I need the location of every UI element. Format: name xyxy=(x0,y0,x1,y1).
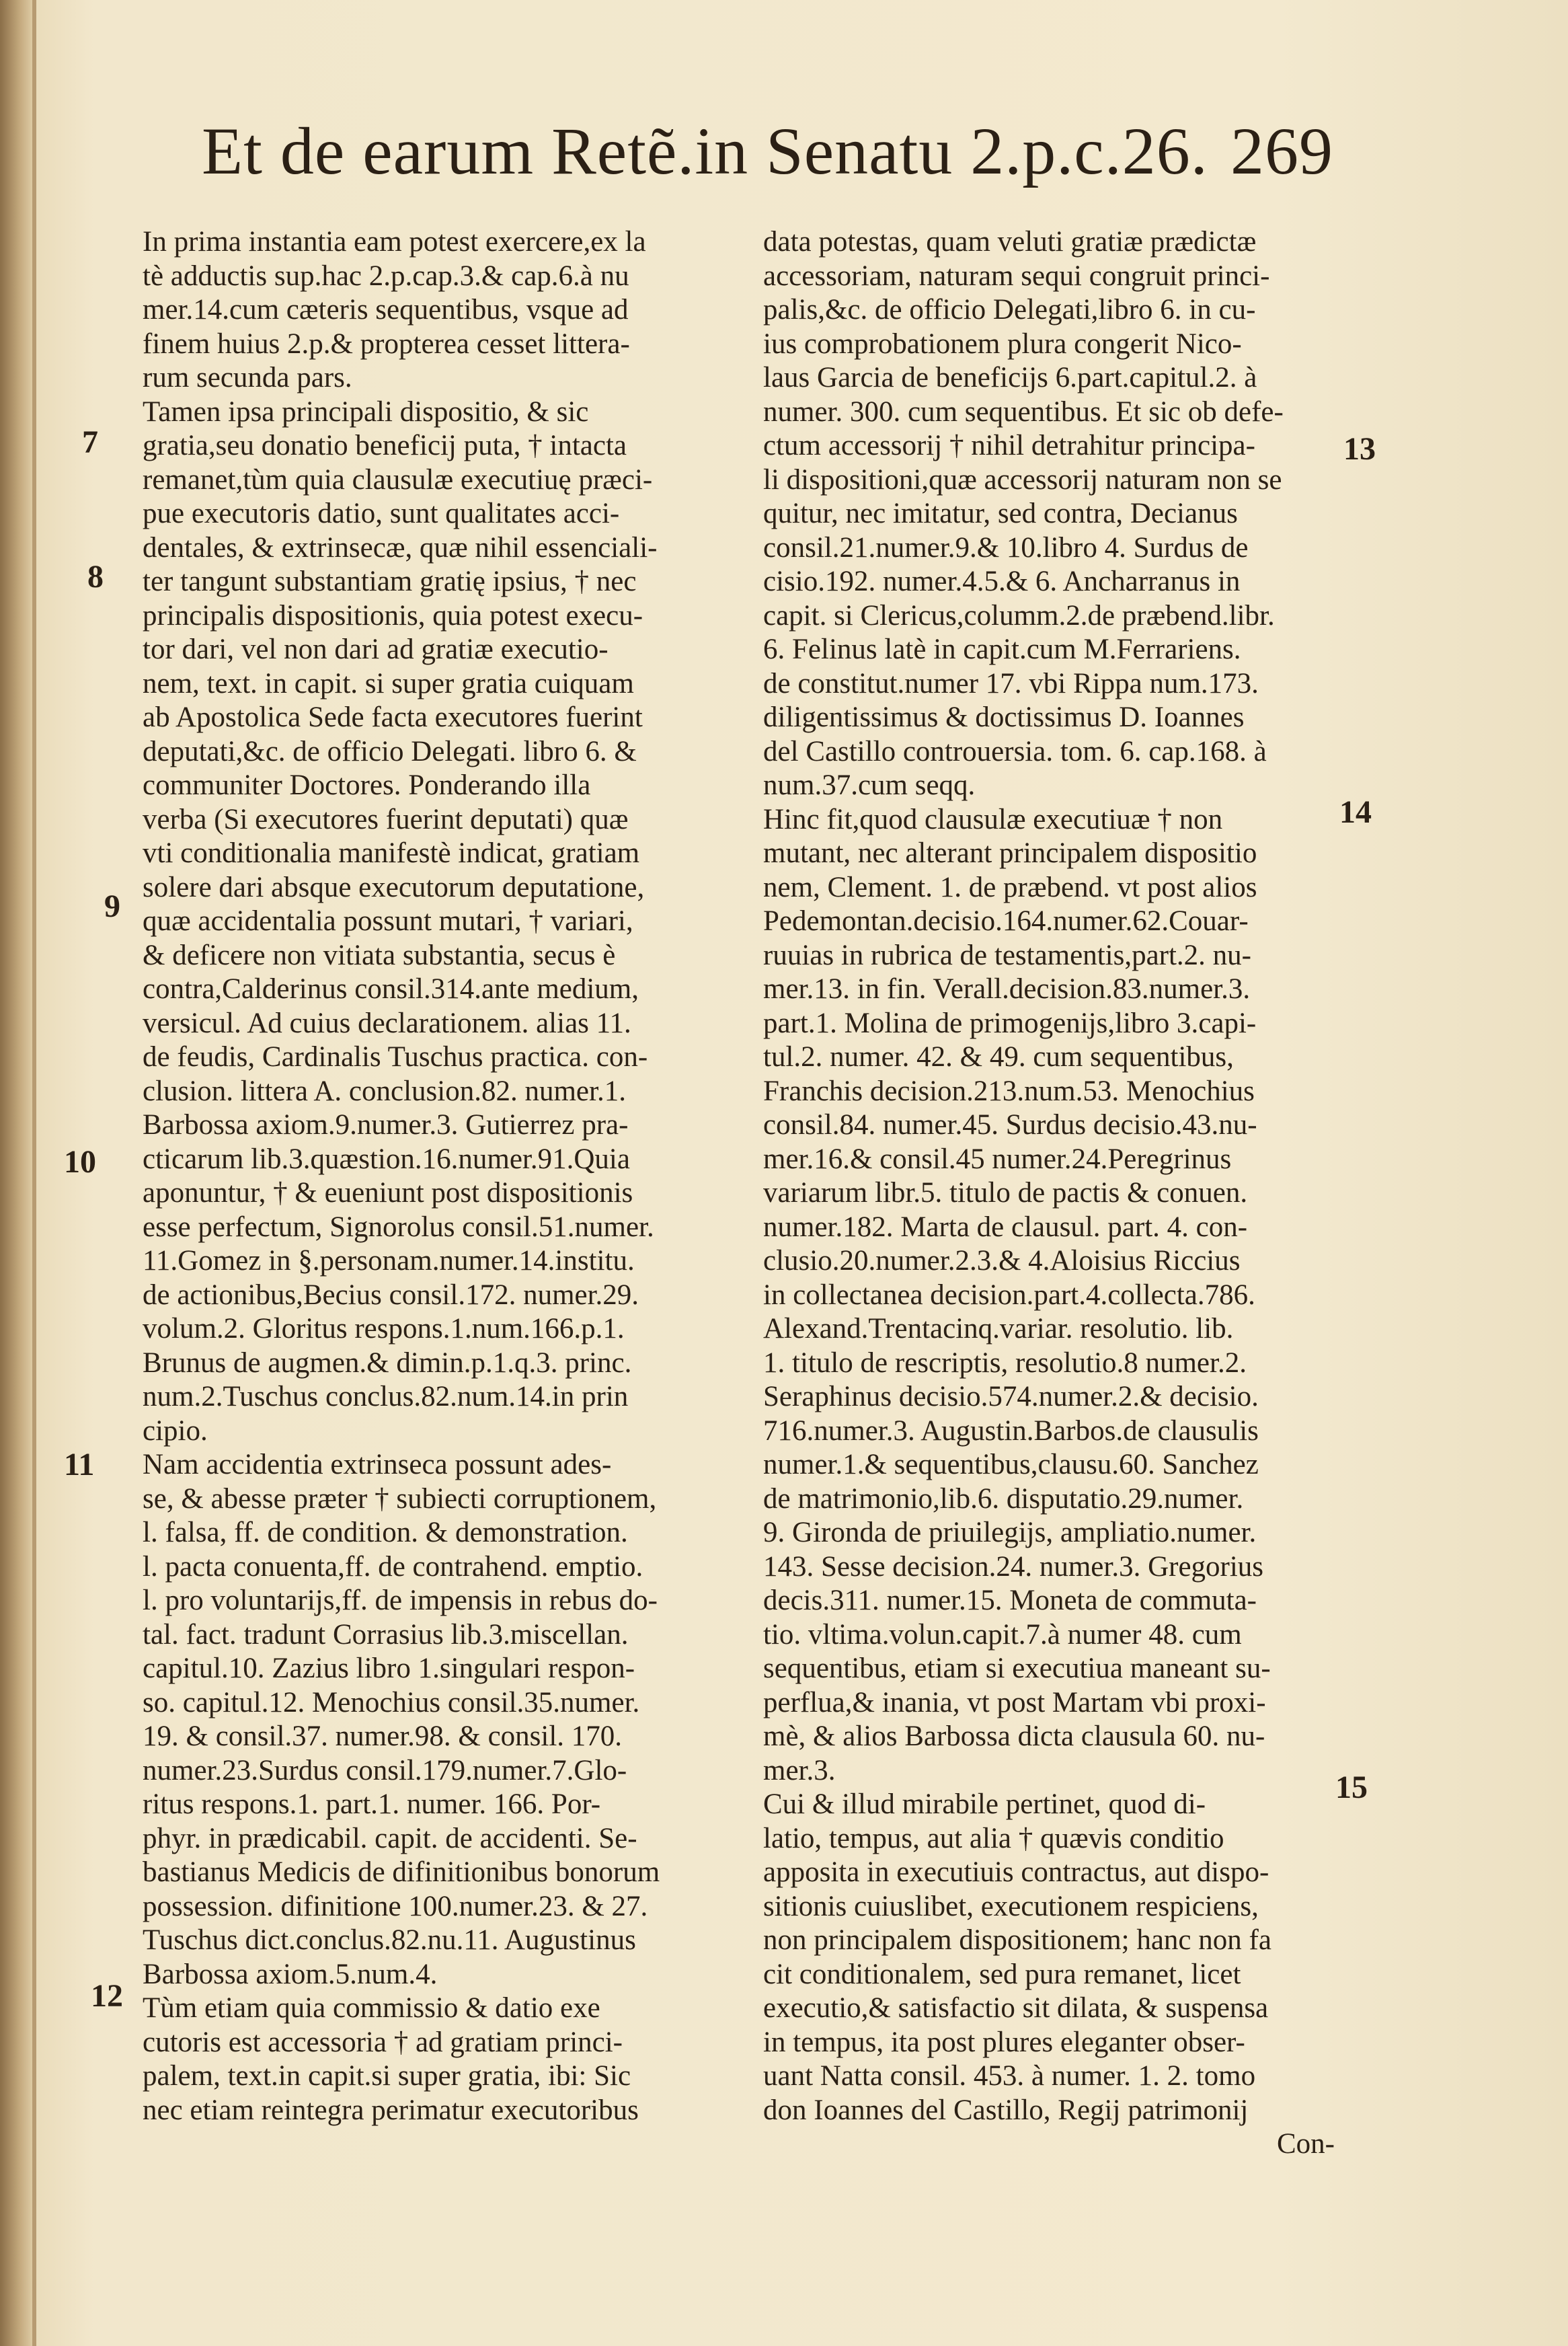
text-line: Con- xyxy=(1277,2128,1335,2160)
text-line: tal. fact. tradunt Corrasius lib.3.miscellan. xyxy=(143,1618,629,1651)
text-line: versicul. Ad cuius declarationem. alias 11. xyxy=(143,1007,631,1039)
text-line: Hinc fit,quod clausulæ executiuæ † non xyxy=(763,803,1223,835)
text-line: 6. Felinus latè in capit.cum M.Ferrariens. xyxy=(763,634,1241,665)
text-line: ius comprobationem plura congerit Nico- xyxy=(763,328,1242,360)
text-line: communiter Doctores. Ponderando illa xyxy=(143,769,591,801)
text-line: mè, & alios Barbossa dicta clausula 60. nu- xyxy=(763,1720,1265,1752)
text-line: In prima instantia eam potest exercere,ex la xyxy=(143,226,646,258)
text-line: phyr. in prædicabil. capit. de accidenti. Se- xyxy=(143,1822,637,1854)
text-line: gratia,seu donatio beneficij puta, † intacta xyxy=(143,430,627,461)
text-line: consil.21.numer.9.& 10.libro 4. Surdus de xyxy=(763,531,1249,564)
text-line: cipio. xyxy=(143,1414,208,1447)
text-line: perflua,& inania, vt post Martam vbi proxi- xyxy=(763,1686,1266,1718)
text-line: decis.311. numer.15. Moneta de commuta- xyxy=(763,1585,1257,1616)
text-line: quitur, nec imitatur, sed contra, Decianus xyxy=(763,498,1238,529)
right-text-column xyxy=(763,225,1335,2162)
text-line: de feudis, Cardinalis Tuschus practica. con- xyxy=(143,1041,648,1073)
text-line: palis,&c. de officio Delegati,libro 6. in cu- xyxy=(763,294,1256,326)
text-line: ab Apostolica Sede facta executores fuerint xyxy=(143,702,643,733)
text-line: vti conditionalia manifestè indicat, gratiam xyxy=(143,837,640,869)
text-line: Brunus de augmen.& dimin.p.1.q.3. princ. xyxy=(143,1347,632,1379)
text-line: sequentibus, etiam si executiua maneant su- xyxy=(763,1653,1271,1684)
text-line: contra,Calderinus consil.314.ante medium, xyxy=(143,973,639,1005)
text-line: de constitut.numer 17. vbi Rippa num.173. xyxy=(763,667,1259,699)
text-line: li dispositioni,quæ accessorij naturam non se xyxy=(763,463,1282,496)
text-line: variarum libr.5. titulo de pactis & conuen. xyxy=(763,1177,1248,1209)
text-line: aponuntur, † & eueniunt post dispositionis xyxy=(143,1177,633,1209)
header-title: Et de earum Retẽ.in Senatu 2.p.c.26. xyxy=(202,114,1208,188)
text-line: de matrimonio,lib.6. disputatio.29.numer. xyxy=(763,1482,1244,1515)
margin-number-14: 14 xyxy=(1339,794,1372,830)
spine-edge xyxy=(32,0,36,2346)
text-line: consil.84. numer.45. Surdus decisio.43.nu- xyxy=(763,1109,1257,1141)
text-line: Tuschus dict.conclus.82.nu.11. Augustinus xyxy=(143,1924,636,1956)
text-line: cutoris est accessoria † ad gratiam princi- xyxy=(143,2026,623,2058)
text-line: Cui & illud mirabile pertinet, quod di- xyxy=(763,1788,1206,1820)
text-line: don Ioannes del Castillo, Regij patrimonij xyxy=(763,2094,1249,2126)
text-line: bastianus Medicis de difinitionibus bonorum xyxy=(143,1856,660,1888)
text-line: finem huius 2.p.& propterea cesset littera- xyxy=(143,328,630,360)
text-line: mer.3. xyxy=(763,1754,836,1786)
text-line: diligentissimus & doctissimus D. Ioannes xyxy=(763,702,1245,733)
margin-number-13: 13 xyxy=(1343,431,1376,467)
text-line: Pedemontan.decisio.164.numer.62.Couar- xyxy=(763,905,1249,937)
text-line: capitul.10. Zazius libro 1.singulari respon- xyxy=(143,1653,635,1684)
text-line: cit conditionalem, sed pura remanet, licet xyxy=(763,1958,1241,1990)
text-line: mer.14.cum cæteris sequentibus, vsque ad xyxy=(143,294,629,326)
page-spine xyxy=(0,0,32,2346)
text-line: se, & abesse præter † subiecti corruptionem, xyxy=(143,1482,657,1515)
text-line: num.2.Tuschus conclus.82.num.14.in prin xyxy=(143,1381,629,1412)
text-line: nem, Clement. 1. de præbend. vt post alios xyxy=(763,871,1257,903)
text-line: apposita in executiuis contractus, aut dispo- xyxy=(763,1856,1269,1888)
text-line: l. falsa, ff. de condition. & demonstration. xyxy=(143,1517,628,1548)
text-line: solere dari absque executorum deputatione, xyxy=(143,871,645,903)
text-line: accessoriam, naturam sequi congruit princi- xyxy=(763,260,1270,292)
text-line: capit. si Clericus,columm.2.de præbend.libr. xyxy=(763,599,1275,632)
text-line: l. pro voluntarijs,ff. de impensis in rebus do- xyxy=(143,1585,658,1616)
text-line: 143. Sesse decision.24. numer.3. Gregorius xyxy=(763,1550,1264,1583)
text-line: sitionis cuiuslibet, executionem respiciens, xyxy=(763,1890,1259,1922)
text-line: verba (Si executores fuerint deputati) quæ xyxy=(143,803,629,835)
text-line: cticarum lib.3.quæstion.16.numer.91.Quia xyxy=(143,1143,630,1175)
margin-number-12: 12 xyxy=(91,1978,123,2014)
text-line: so. capitul.12. Menochius consil.35.numer. xyxy=(143,1686,640,1718)
text-line: esse perfectum, Signorolus consil.51.numer. xyxy=(143,1211,654,1243)
left-text-column xyxy=(143,225,714,2127)
text-line: principalis dispositionis, quia potest execu- xyxy=(143,599,643,632)
text-line: latio, tempus, aut alia † quævis conditio xyxy=(763,1822,1224,1854)
text-line: tor dari, vel non dari ad gratiæ executio- xyxy=(143,634,609,665)
text-line: Nam accidentia extrinseca possunt ades- xyxy=(143,1449,612,1480)
margin-number-10: 10 xyxy=(64,1144,96,1180)
text-line: remanet,tùm quia clausulæ executiuę præci- xyxy=(143,463,653,496)
text-line: numer.1.& sequentibus,clausu.60. Sanchez xyxy=(763,1449,1259,1480)
text-line: data potestas, quam veluti gratiæ prædictæ xyxy=(763,226,1257,258)
text-line: non principalem dispositionem; hanc non fa xyxy=(763,1924,1271,1956)
page-number: 269 xyxy=(1230,114,1333,188)
text-line: 11.Gomez in §.personam.numer.14.institu. xyxy=(143,1245,635,1277)
margin-number-9: 9 xyxy=(104,888,120,924)
text-line: numer. 300. cum sequentibus. Et sic ob defe- xyxy=(763,395,1284,428)
text-line: 1. titulo de rescriptis, resolutio.8 numer.2. xyxy=(763,1347,1247,1379)
text-line: Alexand.Trentacinq.variar. resolutio. lib. xyxy=(763,1313,1234,1345)
text-line: mer.13. in fin. Verall.decision.83.numer.3. xyxy=(763,973,1251,1005)
text-line: in tempus, ita post plures eleganter obser- xyxy=(763,2026,1245,2058)
text-line: Barbossa axiom.5.num.4. xyxy=(143,1958,438,1990)
text-line: Barbossa axiom.9.numer.3. Gutierrez pra- xyxy=(143,1109,629,1141)
text-line: tul.2. numer. 42. & 49. cum sequentibus, xyxy=(763,1041,1234,1073)
text-line: Tùm etiam quia commissio & datio exe xyxy=(143,1992,600,2024)
text-line: l. pacta conuenta,ff. de contrahend. emptio. xyxy=(143,1550,643,1583)
text-line: in collectanea decision.part.4.collecta.786. xyxy=(763,1279,1255,1311)
text-line: 9. Gironda de priuilegijs, ampliatio.numer. xyxy=(763,1517,1257,1548)
text-line: 19. & consil.37. numer.98. & consil. 170. xyxy=(143,1720,623,1752)
text-line: del Castillo controuersia. tom. 6. cap.168. à xyxy=(763,735,1267,767)
text-line: ritus respons.1. part.1. numer. 166. Por- xyxy=(143,1788,601,1820)
text-line: clusio.20.numer.2.3.& 4.Aloisius Riccius xyxy=(763,1245,1241,1277)
text-line: ruuias in rubrica de testamentis,part.2. nu- xyxy=(763,939,1252,971)
text-line: mer.16.& consil.45 numer.24.Peregrinus xyxy=(763,1143,1232,1175)
text-line: Franchis decision.213.num.53. Menochius xyxy=(763,1075,1255,1107)
text-line: Seraphinus decisio.574.numer.2.& decisio. xyxy=(763,1381,1259,1412)
text-line: Tamen ipsa principali dispositio, & sic xyxy=(143,395,589,428)
text-line: mutant, nec alterant principalem dispositio xyxy=(763,837,1257,869)
text-line: uant Natta consil. 453. à numer. 1. 2. tomo xyxy=(763,2060,1256,2092)
text-line: dentales, & extrinsecæ, quæ nihil essenciali- xyxy=(143,531,658,564)
margin-number-11: 11 xyxy=(64,1447,95,1482)
text-line: part.1. Molina de primogenijs,libro 3.capi- xyxy=(763,1007,1257,1039)
text-line: executio,& satisfactio sit dilata, & suspensa xyxy=(763,1992,1269,2024)
text-line: 716.numer.3. Augustin.Barbos.de clausulis xyxy=(763,1414,1259,1447)
text-line: tio. vltima.volun.capit.7.à numer 48. cum xyxy=(763,1618,1242,1651)
text-line: de actionibus,Becius consil.172. numer.29. xyxy=(143,1279,639,1311)
text-line: quæ accidentalia possunt mutari, † variari, xyxy=(143,905,633,937)
text-line: clusion. littera A. conclusion.82. numer.1. xyxy=(143,1075,626,1107)
text-line: rum secunda pars. xyxy=(143,362,352,393)
text-line: & deficere non vitiata substantia, secus è xyxy=(143,939,616,971)
text-line: cisio.192. numer.4.5.& 6. Ancharranus in xyxy=(763,566,1241,597)
text-line: nec etiam reintegra perimatur executoribus xyxy=(143,2094,639,2126)
text-line: num.37.cum seqq. xyxy=(763,769,976,801)
text-line: pue executoris datio, sunt qualitates acci- xyxy=(143,498,620,529)
text-line: ctum accessorij † nihil detrahitur principa- xyxy=(763,430,1255,461)
text-line: volum.2. Gloritus respons.1.num.166.p.1. xyxy=(143,1313,625,1345)
text-line: numer.182. Marta de clausul. part. 4. con- xyxy=(763,1211,1248,1243)
text-line: laus Garcia de beneficijs 6.part.capitul.2. à xyxy=(763,362,1257,393)
text-line: palem, text.in capit.si super gratia, ibi: Sic xyxy=(143,2060,631,2092)
text-line: nem, text. in capit. si super gratia cuiquam xyxy=(143,667,634,699)
margin-number-7: 7 xyxy=(82,424,98,460)
margin-number-8: 8 xyxy=(87,559,104,595)
text-line: numer.23.Surdus consil.179.numer.7.Glo- xyxy=(143,1754,627,1786)
text-line: tè adductis sup.hac 2.p.cap.3.& cap.6.à nu xyxy=(143,260,629,292)
text-line: ter tangunt substantiam gratię ipsius, † nec xyxy=(143,566,637,597)
text-line: deputati,&c. de officio Delegati. libro 6. & xyxy=(143,735,637,767)
margin-number-15: 15 xyxy=(1335,1770,1368,1805)
text-line: possession. difinitione 100.numer.23. & 27. xyxy=(143,1890,648,1922)
